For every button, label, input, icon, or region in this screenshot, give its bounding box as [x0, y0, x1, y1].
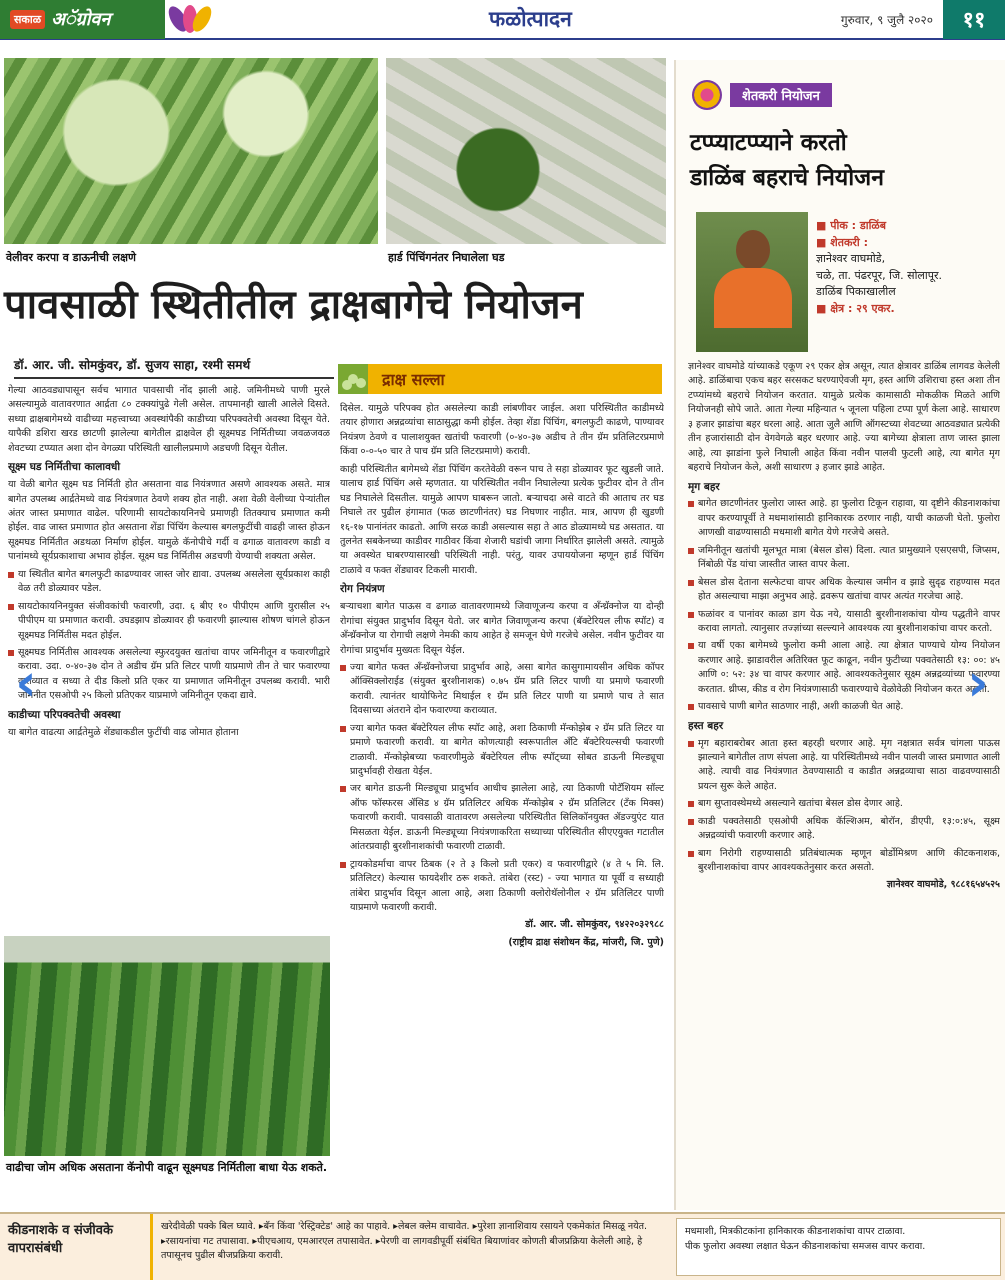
footer-note-2: पीक फुलोरा अवस्था लक्षात घेऊन कीडनाशकांचा समजस वापर करावा.: [685, 1240, 926, 1252]
footer-title: कीडनाशके व संजीवके वापरासंबंधी: [8, 1223, 114, 1257]
flower-logo-icon: [692, 80, 722, 110]
bullet-item: जमिनीतून खतांची मूलभूत मात्रा (बेसल डोस) दिला. त्यात प्रामुख्याने एसएसपी, जिप्सम, निंबोळी पेंड यांचा जास्तीत जास्त वापर केला.: [688, 544, 1000, 573]
bullet-item: सायटोकायनिनयुक्त संजीवकांची फवारणी, उदा. ६ बीए १० पीपीएम आणि युरासील २५ पीपीएम या प्रमाणात करावी. उघडझाप डोळ्यावर ही फवारणी झाल्यास शोषण चांगले होऊन सूक्ष्मघड निर्मितीस मदत होईल.: [8, 600, 330, 643]
photo-caption-2: हार्ड पिंचिंगनंतर निघालेला घड: [388, 251, 505, 264]
bullet-item: बाग सुप्तावस्थेमध्ये असल्याने खतांचा बेसल डोस देणार आहे.: [688, 797, 1000, 811]
advisory-footer: [0, 1212, 1005, 1280]
advice-tag: [338, 364, 662, 394]
bullet-item: या वर्षी एका बागेमध्ये फुलोरा कमी आला आहे. त्या क्षेत्रात पाण्याचे योग्य नियोजन करणार आहे. झाडावरील अतिरिक्त फूट काढून, नवीन फुटीच्या पक्वतेसाठी १३: ००: ४५ आणि ०: ५२: ३४ चा वापर करणार आहे. आवश्यकतेनुसार सूक्ष्म अन्नद्रव्यांच्या फवारण्या करतात. थ्रीप्स, कीड व रोग नियंत्रणासाठी फवारण्याचे वेळोवेळी नियोजन करत असतो.: [688, 639, 1000, 697]
advice-tag-label: द्राक्ष सल्ला: [382, 370, 445, 389]
subheading: मृग बहर: [688, 480, 720, 493]
bullet-item: बागेत छाटणीनंतर फुलोरा जास्त आहे. हा फुलोरा टिकून राहावा, या दृष्टीने कीडनाशकांचा वापर करण्यापूर्वी ते मधमाशांसाठी हानिकारक ठरणार नाही, याची काळजी घेतो. फुलोरा आणखी वाढण्यासाठी मधमाशी बागेत येणे गरजेचे असते.: [688, 497, 1000, 540]
article-column-1: [8, 384, 330, 930]
bullet-item: बेसल डोस देताना सल्फेटचा वापर अधिक केल्यास जमीन व झाडे सुदृढ राहण्यास मदत होत असल्याचा माझा अनुभव आहे. द्रवरूप खतांचा वापर अत्यंत गरजेचा आहे.: [688, 576, 1000, 605]
farmer-info: [816, 218, 1005, 317]
paragraph: या वेळी बागेत सूक्ष्म घड निर्मिती होत असताना वाढ नियंत्रणात असणे आवश्यक असते. मात्र बागेत उपलब्ध आर्द्रतेमध्ये वाढ नियंत्रणात ठेवणे शक्य होत नाही. अशा वेळी वेलीच्या पेऱ्यांतील अंतर जास्त प्रमाणात वाढेल. परिणामी सायटोकायनिनचे प्रमाणही तितक्याच प्रमाणात कमी होईल. वाढ जास्त प्रमाणात होत असताना शेंडा पिंचिंग केल्यास बगलफुटींची वाढही जास्त होऊन सूक्ष्मघड निर्मितीत अडथळा निर्माण होईल. यामुळे कॅनोपीचे गर्दी व ढगाळ वातावरण काडी व पानांमध्ये सूर्यप्रकाशाचा अभाव होईल. सूक्ष्म घड निर्मितीस अडचणी येण्याची शक्यता असेल.: [8, 479, 330, 563]
bullet-item: ज्या बागेत फक्त अँन्थ्रॅक्नोजचा प्रादुर्भाव आहे, असा बागेत कासुगामायसीन अधिक कॉपर ऑक्सिक्लोराईड (संयुक्त बुरशीनाशक) ०.७५ ग्रॅम प्रति लिटर पाणी या प्रमाणे फवारणी करावी. त्यानंतर थायोफिनेट मिथाईल १ ग्रॅम प्रति लिटर पाणी या प्रमाणे पाच ते सात दिवसाच्या अंतराने दोन फवारण्या कराव्यात.: [340, 661, 664, 719]
footer-note-1: मधमाशी, मित्रकीटकांना हानिकारक कीडनाशकांचा वापर टाळावा.: [685, 1226, 906, 1237]
bullet-item: बाग निरोगी राहण्यासाठी प्रतिबंधात्मक म्हणून बोर्डोमिश्रण आणि कीटकनाशक, बुरशीनाशकांचा वापर आवश्यकतेनुसार करत असतो.: [688, 847, 1000, 876]
flower-logo-icon: [165, 0, 220, 39]
paragraph: काही परिस्थितीत बागेमध्ये शेंडा पिंचिंग करतेवेळी वरून पाच ते सहा डोळ्यावर फूट खुडली जाते. यालाच हार्ड पिंचिंग असे म्हणतात. या परिस्थितीत नवीन निघालेल्या प्रत्येक फुटीवर दोन ते तीन घड निघालेले दिसतील. यामुळे आपण घाबरून जातो. बऱ्याचदा असे वाटते की आताच तर घड निघाले तर पुढील हंगामात (फळ छाटणीनंतर) घड निघणार नाहीत. मात्र, आपण ही खुडणी १६-१७ पानांनंतर काढतो. आणि सरळ काडी असल्यास सहा ते आठ डोळ्यामध्ये घड असतात. या तुलनेत सबकेनच्या काडीवर गाठीवर किंवा शेजारी घडांची जागा निर्धारित झालेली असते. त्यामुळे या अवस्थेत घाबरण्यासारखी परिस्थिती नाही. परंतु, यावर उपाययोजना म्हणून हार्ड पिंचिंग टाळावे व फक्त शेंड्यावर टिकली मारावी.: [340, 463, 664, 576]
author-credit: डॉ. आर. जी. सोमकुंवर, ९४२२०३२९८८: [525, 919, 664, 931]
area-label: ■ क्षेत्र : २९ एकर.: [816, 301, 1005, 318]
paragraph: गेल्या आठवड्यापासून सर्वच भागात पावसाची नोंद झाली आहे. जमिनीमध्ये पाणी मुरले असल्यामुळे वातावरणात आर्द्रता ८० टक्क्यांपुढे गेली असेल. तापमानही खाली आलेले दिसते. सध्या द्राक्षबागेमध्ये वाढीच्या महत्त्वाच्या अवस्थांपैकी काडीच्या परिपक्वतेची अवस्था दिसून येते. यापैकी डशिरा खरड छाटणी झालेल्या बागेतील द्राक्षवेल ही सूक्ष्मघड निर्मितीच्या जवळजवळ शेवटच्या टप्प्यात अशा दोन वेगळ्या परिस्थिती खालीलप्रमाणे अडचणी दिसून येतील.: [8, 385, 330, 454]
chevron-right-icon[interactable]: ›: [967, 653, 989, 713]
bullet-item: फळांवर व पानांवर काळा डाग येऊ नये, यासाठी बुरशीनाशकांचा योग्य पद्धतीने वापर करावा लागतो. त्यानुसार तज्ज्ञांच्या सल्ल्याने आवश्यक त्या बुरशीनाशकांचा वापर करतो.: [688, 608, 1000, 637]
farmer-planning-sidebar: [674, 60, 1005, 1210]
chevron-left-icon[interactable]: ‹: [15, 653, 37, 713]
photo-vineyard: [4, 936, 330, 1156]
article-headline: पावसाळी स्थितीतील द्राक्षबागेचे नियोजन: [4, 282, 583, 328]
sidebar-headline-line-2: डाळिंब बहराचे नियोजन: [690, 164, 885, 191]
sidebar-body: [688, 360, 1000, 1202]
paragraph: दिसेल. यामुळे परिपक्व होत असलेल्या काडी लांबणीवर जाईल. अशा परिस्थितीत काडीमध्ये तयार होणारा अन्नद्रव्यांचा साठासुद्धा कमी होईल. तेव्हा शेंडा पिंचिंग, बगलफुटी काढणे, पाण्यावर नियंत्रण ठेवणे व पालाशयुक्त खतांची फवारणी (०-४०-३७ अडीच ते तीन ग्रॅम प्रतिलिटरप्रमाणे किंवा ०-०-५० चार ते पाच ग्रॅम प्रति लिटरप्रमाणे) करावी.: [340, 403, 664, 458]
paragraph: ज्ञानेश्वर वाघमोडे यांच्याकडे एकूण २९ एकर क्षेत्र असून, त्यात क्षेत्रावर डाळिंब लागवड केलेली आहे. डाळिंबाचा एकच बहर सरसकट घरण्याऐवजी मृग, हस्त आणि उशिराचा हस्त अशा तीन टप्प्यांमध्ये बहराचे नियोजन करतात. यामुळे प्रत्येक कामासाठी मोकळीक मिळते आणि नियोजनही सोपे जाते. आता गेल्या महिन्यात ५ जूनला पहिला टप्पा पूर्ण केला आहे. साधारण ३ हजार झाडांचा बहर धरला आहे. आता जुलै आणि ऑगस्टच्या शेवटच्या आठवड्यात प्रत्येकी तीन हजारांसाठी दोन वेगवेगळे बहर धरणार आहे. ज्या बागेच्या क्षेत्राला ताण जास्त झाला आहे, त्या झाडांना फुले निघाली आहेत किंवा नवीन पालवी फुटली आहे, त्या बागेत मृग बहराचे नियोजन केले, अशी साधारण ३ हजार झाडे आहेत.: [688, 361, 1000, 474]
photo-grape-bunch: [386, 58, 666, 244]
brand-small: सकाळ: [10, 10, 45, 29]
farmer-name: ज्ञानेश्वर वाघमोडे,: [816, 252, 886, 265]
article-column-2: [340, 402, 664, 1202]
section-title: फळोत्पादन: [489, 7, 572, 31]
footer-guidelines: खरेदीवेळी पक्के बिल घ्यावे. ▸बॅन किंवा 'रेस्ट्रिक्टेड' आहे का पाहावे. ▸लेबल क्लेम वाचावेत. ▸पुरेशा ज्ञानाशिवाय रसायने एकमेकांत मिसळू नयेत. ▸रसायनांचा गट तपासावा. ▸पीएचआय, एमआरएल तपासावेत. ▸पेरणी वा लागवडीपूर्वी संबंधित बियाणांवर कोणती बीजप्रक्रिया केलेली आहे, हे तपासूनच पुढील बीजप्रक्रिया करावी.: [150, 1214, 672, 1280]
sidebar-credit: ज्ञानेश्वर वाघमोडे, ९८८१६५४५२५: [886, 879, 1000, 891]
farmer-place: चळे, ता. पंढरपूर, जि. सोलापूर.: [816, 268, 942, 282]
bullet-item: सूक्ष्मघड निर्मितीस आवश्यक असलेल्या स्फुरदयुक्त खतांचा वापर जमिनीतून व फवारणीद्वारे करावा. उदा. ०-४०-३७ दोन ते अडीच ग्रॅम प्रति लिटर पाणी याप्रमाणे तीन ते चार फवारण्या कराव्यात व सध्या ते दीड किलो प्रति एकर या प्रमाणात जमिनीतून उपलब्ध करावी. भारी जमिनीत एसओपी २५ किलो प्रतिएकर याप्रमाणे जमिनीतून एकदा द्यावे.: [8, 646, 330, 704]
sidebar-headline: [690, 126, 990, 195]
farmer-label: ■ शेतकरी :: [816, 235, 1005, 252]
masthead: [0, 0, 1005, 40]
bullet-item: या स्थितीत बागेत बगलफुटी काढण्यावर जास्त जोर द्यावा. उपलब्ध असलेला सूर्यप्रकाश काही वेळ तरी डोळ्यावर पडेल.: [8, 568, 330, 597]
subheading: रोग नियंत्रण: [340, 583, 385, 596]
bullet-item: मृग बहाराबरोबर आता हस्त बहरही धरणार आहे. मृग नक्षत्रात सर्वत्र चांगला पाऊस झाल्याने बागेतील ताण संपला आहे. या परिस्थितीमध्ये नवीन पालवी जास्त प्रमाणात आली आहे. त्याची वाढ नियंत्रणात ठेवण्यासाठी व काडीत अन्नद्रव्याचा साठा वाढवण्यासाठी प्रयत्न सुरू केले आहेत.: [688, 737, 1000, 795]
sidebar-tag: [692, 80, 872, 110]
author-affiliation: (राष्ट्रीय द्राक्ष संशोधन केंद्र, मांजरी, जि. पुणे): [508, 936, 664, 948]
sidebar-headline-line-1: टप्प्याटप्प्याने करतो: [690, 130, 847, 156]
bullet-item: पावसाचे पाणी बागेत साठणार नाही, अशी काळजी घेत आहे.: [688, 700, 1000, 714]
article-byline: डॉ. आर. जी. सोमकुंवर, डॉ. सुजय साहा, रश्मी समर्थ: [14, 356, 334, 379]
subheading: हस्त बहर: [688, 719, 724, 732]
bullet-item: काडी पक्वतेसाठी एसओपी अधिक कॅल्शिअम, बोरॉन, डीएपी, १३:०:४५, सूक्ष्म अन्नद्रव्यांची फवारणी करणार आहे.: [688, 815, 1000, 844]
photo-caption-3: वाढीचा जोम अधिक असताना कॅनोपी वाढून सूक्ष्मघड निर्मितीला बाधा येऊ शकते.: [6, 1161, 328, 1174]
paragraph: बऱ्याचशा बागेत पाऊस व ढगाळ वातावरणामध्ये जिवाणूजन्य करपा व अँन्थ्रॅक्नोज या दोन्ही रोगांचा संयुक्त प्रादुर्भाव दिसून येतो. जर बागेत जिवाणूजन्य करपा (बॅक्टेरियल लीफ स्पॉट) व अँन्थ्रॅक्नोज या रोगाची लक्षणे नेमकी काय आहेत हे समजून घेणे गरजेचे असेल. नवीन फुटीवर या रोगांचा प्रादुर्भाव मुख्यतः दिसून येईल.: [340, 601, 664, 656]
grape-bunch-icon: [338, 364, 368, 394]
footer-bee-note: [676, 1218, 1001, 1276]
crop-label: ■ पीक : डाळिंब: [816, 218, 1005, 235]
sidebar-tag-label: शेतकरी नियोजन: [730, 83, 832, 107]
brand-name: अॅग्रोवन: [51, 9, 111, 30]
issue-date: गुरुवार, ९ जुलै २०२०: [840, 12, 933, 27]
bullet-item: ज्या बागेत फक्त बॅक्टेरियल लीफ स्पॉट आहे, अशा ठिकाणी मॅन्कोझेब २ ग्रॅम प्रति लिटर या प्रमाणे फवारणी करावी. या बागेत कोणत्याही स्वरूपातील अँटि बॅक्टेरियल्सची फवारणी टाळावी. मॅन्कोझेबच्या फवारणीमुळे बॅक्टेरियल लीफ स्पॉट्च्या सोबत डाऊनी मिल्ड्यूचा प्रादुर्भावही रोखता येईल.: [340, 722, 664, 780]
farmer-photo: [696, 212, 808, 352]
bullet-item: जर बागेत डाऊनी मिल्ड्यूचा प्रादुर्भाव आधीच झालेला आहे, त्या ठिकाणी पोटॅशियम सॉल्ट ऑफ फॉस्फरस ॲसिड ४ ग्रॅम प्रतिलिटर अधिक मॅन्कोझेब २ ग्रॅम प्रतिलिटर (टँक मिक्स) फवारणी करावी. पावसाळी वातावरण असलेल्या परिस्थितीत सिलिकॉनयुक्त ॲडज्युएंट यात मिसळता येईल. डाऊनी मिल्ड्यूच्या नियंत्रणाकरिता सध्याच्या परिस्थितीत सीएएयुक्त गटातील आंतरप्रवाही बुरशीनाशकांची फवारणी टाळावी.: [340, 782, 664, 854]
paragraph: या बागेत वाढत्या आर्द्रतेमुळे शेंड्याकडील फुटींची वाढ जोमात होताना: [8, 726, 239, 738]
bullet-item: ट्रायकोडर्माचा वापर ठिबक (२ ते ३ किलो प्रती एकर) व फवारणीद्वारे (४ ते ५ मि. लि. प्रतिलिटर) केल्यास फायदेशीर ठरू शकते. तांबेरा (रस्ट) - ज्या भागात या पूर्वी व सध्याही तांबेरा प्रादुर्भाव दिसून आला आहे, अशा ठिकाणी क्लोरोथॅलोनील २ ग्रॅम प्रतिलिटर पाणी याप्रमाणे फवारणी करावी.: [340, 858, 664, 916]
photo-leaf-disease: [4, 58, 378, 244]
subheading: काडीच्या परिपक्वतेची अवस्था: [8, 708, 121, 721]
photo-caption-1: वेलीवर करपा व डाऊनीची लक्षणे: [6, 251, 136, 264]
area-under: डाळिंब पिकाखालील: [816, 285, 896, 298]
brand-logo: [0, 0, 165, 39]
page-number: ११: [943, 0, 1005, 39]
subheading: सूक्ष्म घड निर्मितीचा कालावधी: [8, 461, 121, 474]
